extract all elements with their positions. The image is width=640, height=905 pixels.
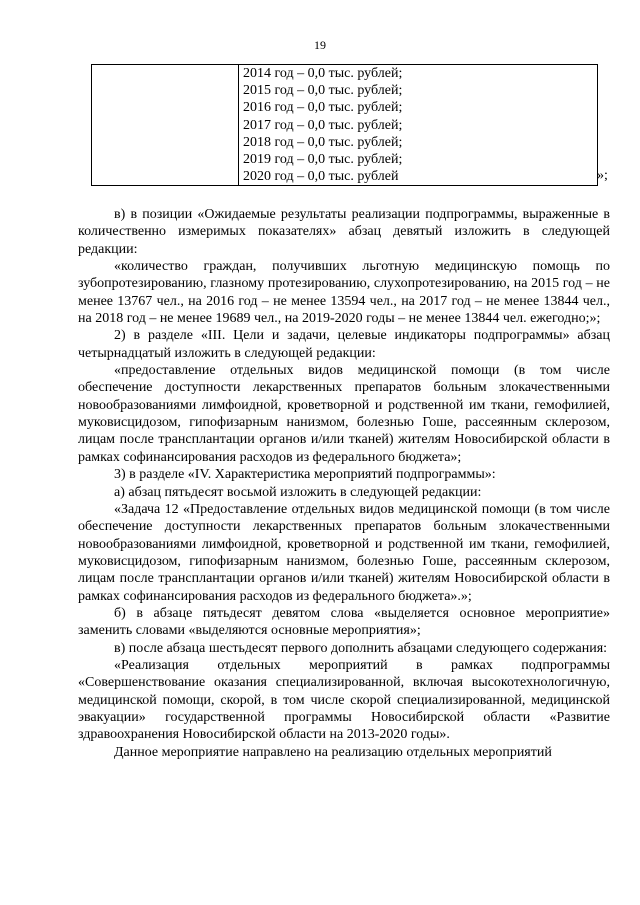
funding-year-line: 2015 год – 0,0 тыс. рублей;	[243, 83, 403, 99]
document-body	[78, 206, 610, 761]
page-number: 19	[314, 38, 326, 52]
funding-year-line: 2014 год – 0,0 тыс. рублей;	[243, 66, 403, 81]
funding-year-line: 2016 год – 0,0 тыс. рублей;	[243, 100, 403, 116]
paragraph: в) в позиции «Ожидаемые результаты реализации подпрограммы, выраженные в количественно измеримых показателях» абзац девятый изложить в следующей редакции:	[78, 207, 610, 257]
paragraph: «Реализация отдельных мероприятий в рамках подпрограммы «Совершенствование оказания специализированной, включая высокотехнологичную, медицинской помощи, скорой, в том числе скорой специализированной, медицинской эвакуации» государственной программы Новосибирской области «Развитие здравоохранения Новосибирской области на 2013-2020 годы».	[78, 657, 610, 743]
paragraph: б) в абзаце пятьдесят девятом слова «выделяется основное мероприятие» заменить словами «выделяются основные мероприятия»;	[78, 605, 610, 639]
paragraph: 3) в разделе «IV. Характеристика мероприятий подпрограммы»:	[114, 467, 496, 483]
paragraph: «предоставление отдельных видов медицинской помощи (в том числе обеспечение доступности лекарственных препаратов больным злокачественными новообразованиями лимфоидной, кроветворной и родственной им ткани, гемофилией, муковисцидозом, гипофизарным нанизмом, болезнью Гоше, рассеянным склерозом, лицам после трансплантации органов и/или тканей) жителям Новосибирской области в рамках софинансирования расходов из федерального бюджета»;	[78, 363, 610, 465]
paragraph: в) после абзаца шестьдесят первого дополнить абзацами следующего содержания:	[114, 640, 608, 656]
paragraph: а) абзац пятьдесят восьмой изложить в следующей редакции:	[114, 484, 482, 500]
funding-year-line: 2019 год – 0,0 тыс. рублей;	[243, 152, 403, 168]
table-row	[92, 65, 598, 186]
funding-year-line: 2017 год – 0,0 тыс. рублей;	[243, 117, 403, 133]
funding-table	[91, 64, 598, 186]
table-cell-funding-years	[239, 65, 598, 186]
paragraph: «Задача 12 «Предоставление отдельных видов медицинской помощи (в том числе обеспечение доступности лекарственных препаратов больным злокачественными новообразованиями лимфоидной, кроветворной и родственной им ткани, гемофилией, муковисцидозом, гипофизарным нанизмом, болезнью Гоше, рассеянным склерозом, лицам после трансплантации органов и/или тканей) жителям Новосибирской области в рамках софинансирования расходов из федерального бюджета».»;	[78, 501, 610, 604]
funding-year-line: 2020 год – 0,0 тыс. рублей	[243, 169, 399, 185]
table-closing-quote: »;	[597, 168, 608, 183]
paragraph: Данное мероприятие направлено на реализацию отдельных мероприятий	[114, 744, 552, 760]
table-cell-empty	[92, 65, 239, 186]
funding-year-line: 2018 год – 0,0 тыс. рублей;	[243, 134, 403, 150]
paragraph: «количество граждан, получивших льготную медицинскую помощь по зубопротезированию, глазному протезированию, слухопротезированию, на 2015 год – не менее 13767 чел., на 2016 год – не менее 13594 чел., на 2017 год – не менее 13844 чел., на 2018 год – не менее 19689 чел., на 2019-2020 годы – не менее 13844 чел. ежегодно;»;	[78, 259, 610, 327]
paragraph: 2) в разделе «III. Цели и задачи, целевые индикаторы подпрограммы» абзац четырнадцатый изложить в следующей редакции:	[78, 328, 610, 361]
